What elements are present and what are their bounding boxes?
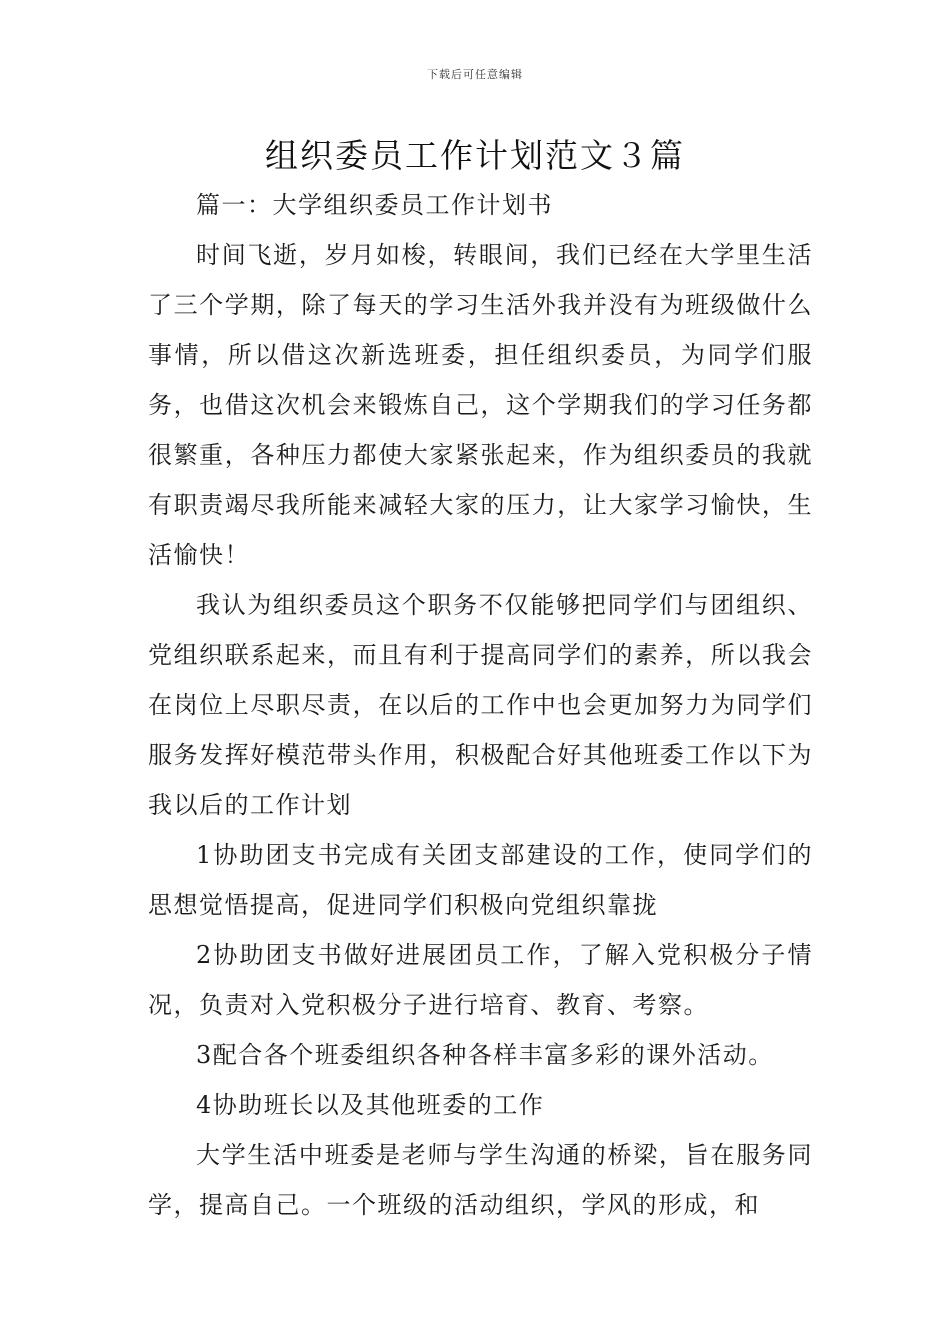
- paragraph: 我认为组织委员这个职务不仅能够把同学们与团组织、党组织联系起来，而且有利于提高同学们的素养，所以我会在岗位上尽职尽责，在以后的工作中也会更加努力为同学们服务发挥好模范带头作用，积极配合好其他班委工作以下为我以后的工作计划: [148, 591, 813, 819]
- header-note: 下载后可任意编辑: [427, 68, 523, 81]
- paragraph: 3配合各个班委组织各种各样丰富多彩的课外活动。: [196, 1041, 774, 1069]
- section-heading: 篇一：大学组织委员工作计划书: [196, 191, 553, 219]
- paragraph: 4协助班长以及其他班委的工作: [196, 1091, 545, 1119]
- document-title: 组织委员工作计划范文３篇: [265, 136, 685, 175]
- document-body: [148, 180, 813, 1230]
- paragraph: 大学生活中班委是老师与学生沟通的桥梁，旨在服务同学，提高自己。一个班级的活动组织，学风的形成，和: [148, 1141, 813, 1219]
- paragraph: 1协助团支书完成有关团支部建设的工作，使同学们的思想觉悟提高，促进同学们积极向党组织靠拢: [148, 841, 813, 919]
- paragraph: 2协助团支书做好进展团员工作，了解入党积极分子情况，负责对入党积极分子进行培育、教育、考察。: [148, 941, 813, 1019]
- paragraph: 时间飞逝，岁月如梭，转眼间，我们已经在大学里生活了三个学期，除了每天的学习生活外我并没有为班级做什么事情，所以借这次新选班委，担任组织委员，为同学们服务，也借这次机会来锻炼自己，这个学期我们的学习任务都很繁重，各种压力都使大家紧张起来，作为组织委员的我就有职责竭尽我所能来减轻大家的压力，让大家学习愉快，生活愉快！: [148, 241, 813, 569]
